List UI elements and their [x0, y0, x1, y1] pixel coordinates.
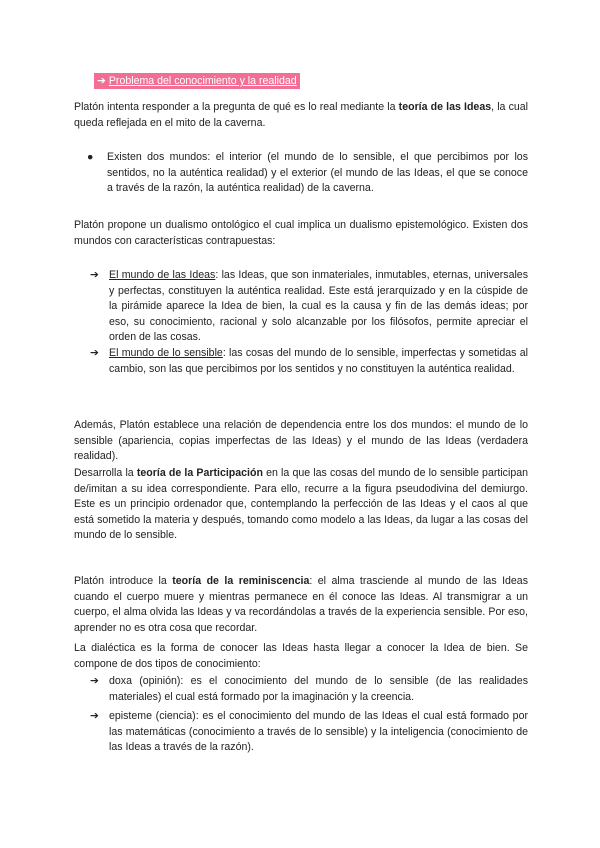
- list-item: [74, 150, 528, 197]
- knowledge-text: doxa (opinión): es el conocimiento del mundo de lo sensible (de las realidades materiales) el cual está formado por la imaginación y la creencia.: [109, 675, 528, 703]
- world-title: El mundo de las Ideas: [109, 269, 216, 281]
- worlds-bullet-list: [74, 150, 528, 197]
- arrow-icon: ➔: [90, 675, 99, 687]
- intro-text-1: Platón intenta responder a la pregunta de qué es lo real mediante la: [74, 101, 399, 113]
- bullet-icon: ●: [87, 151, 94, 163]
- list-item: [74, 674, 528, 705]
- worlds-arrow-list: [74, 268, 528, 377]
- world-title: El mundo de lo sensible: [109, 346, 223, 359]
- participation-text-1: Desarrolla la: [74, 467, 137, 479]
- world-text: : las cosas del mundo de lo sensible, imperfectas y sometidas al cambio, son las que percibimos por los sentidos y no constituyen la auténtica realidad.: [109, 346, 528, 375]
- world-text: : las Ideas, que son inmateriales, inmutables, eternas, universales y perfectas, constituyen la auténtica realidad. Este está jerarquizado y en la cúspide de la pirámide aparece la Idea de bien, la cual es la causa y fin de las demás ideas; por eso, su conocimiento, racional y solo alcanzable por los filósofos, permite apreciar el orden de las cosas.: [109, 269, 528, 344]
- reminiscence-bold: teoría de la reminiscencia: [172, 575, 310, 587]
- participation-paragraph: [74, 466, 528, 544]
- arrow-icon: ➔: [97, 75, 106, 87]
- intro-bold: teoría de las Ideas: [398, 101, 492, 113]
- reminiscence-paragraph: [74, 574, 528, 636]
- intro-text-2: , la cual queda reflejada en el mito de la caverna.: [74, 101, 529, 129]
- arrow-icon: ➔: [90, 346, 99, 359]
- bullet-text: Existen dos mundos: el interior (el mundo de lo sensible, el que percibimos por los sentidos, no la auténtica realidad) y el exterior (el mundo de las Ideas, el que se conoce a través de la razón, la auténtica realidad) de la caverna.: [107, 151, 528, 195]
- participation-bold: teoría de la Participación: [136, 467, 263, 479]
- reminiscence-text-2: : el alma trasciende al mundo de las Ideas cuando el cuerpo muere y mientras permanece en él conoce las Ideas. Al transmigrar a un cuerpo, el alma olvida las Ideas y va recordándolas a través de la experiencia sensible. Por eso, aprender no es otra cosa que recordar.: [74, 575, 528, 634]
- participation-text-2: en la que las cosas del mundo de lo sensible participan de/imitan a su idea correspondiente. Para ello, recurre a la figura pseudodivina del demiurgo. Este es un principio ordenador que, contemplando la perfección de las Ideas y el caos al que está sometido la materia y después, tomando como modelo a las Ideas, da lugar a las cosas del mundo de lo sensible.: [74, 467, 528, 542]
- list-item: [74, 709, 528, 756]
- intro-paragraph: [74, 100, 528, 131]
- heading-highlight: [94, 73, 300, 89]
- dualism-paragraph: Platón propone un dualismo ontológico el cual implica un dualismo epistemológico. Existen dos mundos con características contrapuestas:: [74, 219, 528, 247]
- section-heading: [94, 73, 300, 90]
- knowledge-arrow-list: [74, 674, 528, 756]
- list-item: [74, 268, 528, 346]
- dependence-paragraph: Además, Platón establece una relación de dependencia entre los dos mundos: el mundo de lo sensible (apariencia, copias imperfectas de las Ideas) y el mundo de las Ideas (verdadera realidad).: [74, 419, 528, 463]
- dialectic-paragraph: La dialéctica es la forma de conocer las Ideas hasta llegar a conocer la Idea de bien. Se compone de dos tipos de conocimiento:: [74, 642, 528, 670]
- reminiscence-text-1: Platón introduce la: [74, 575, 173, 587]
- list-item: [74, 346, 528, 377]
- heading-text: Problema del conocimiento y la realidad: [108, 75, 297, 87]
- arrow-icon: ➔: [90, 710, 99, 723]
- knowledge-text: episteme (ciencia): es el conocimiento del mundo de las Ideas el cual está formado por las matemáticas (conocimiento a través de lo sensible) y la inteligencia (conocimiento de las Ideas a través de la razón).: [109, 710, 528, 754]
- arrow-icon: ➔: [90, 269, 99, 281]
